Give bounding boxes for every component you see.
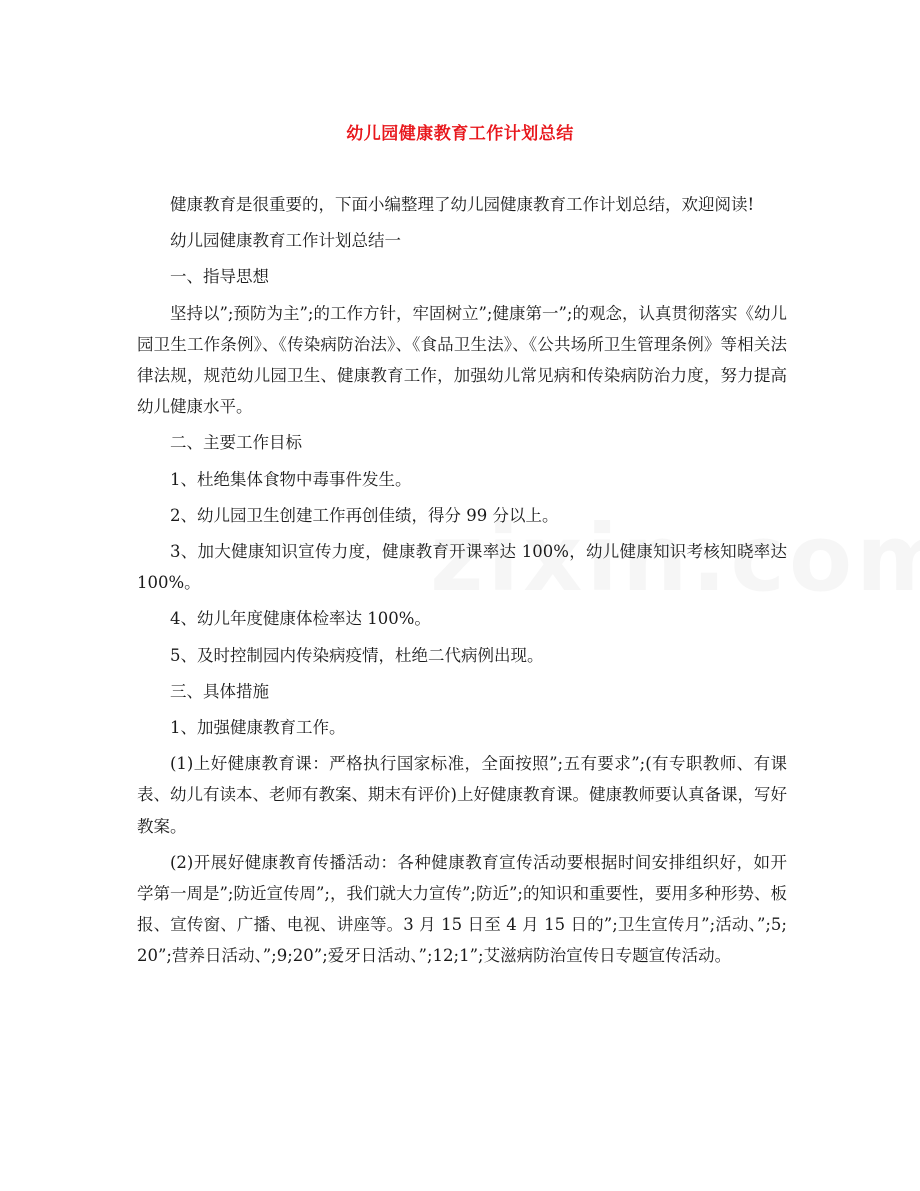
list-item: 1、杜绝集体食物中毒事件发生。 xyxy=(170,469,412,489)
section-heading: 幼儿园健康教育工作计划总结一 xyxy=(170,231,401,251)
document-body xyxy=(137,189,787,977)
paragraph: (1)上好健康教育课：严格执行国家标准，全面按照”;五有要求”;(有专职教师、有课表、幼儿有读本、老师有教案、期末有评价)上好健康教育课。健康教师要认真备课，写好教案。 xyxy=(137,754,787,836)
document-title: 幼儿园健康教育工作计划总结 xyxy=(346,124,574,144)
paragraph: 坚持以”;预防为主”;的工作方针，牢固树立”;健康第一”;的观念，认真贯彻落实《幼儿园卫生工作条例》、《传染病防治法》、《食品卫生法》、《公共场所卫生管理条例》等相关法律法规，规范幼儿园卫生、健康教育工作，加强幼儿常见病和传染病防治力度，努力提高幼儿健康水平。 xyxy=(137,303,787,417)
list-item: 3、加大健康知识宣传力度，健康教育开课率达 100%，幼儿健康知识考核知晓率达 100%。 xyxy=(137,542,787,593)
list-item: 5、及时控制园内传染病疫情，杜绝二代病例出现。 xyxy=(170,645,544,665)
paragraph-intro: 健康教育是很重要的，下面小编整理了幼儿园健康教育工作计划总结，欢迎阅读! xyxy=(170,195,755,214)
list-item: 2、幼儿园卫生创建工作再创佳绩，得分 99 分以上。 xyxy=(170,505,559,525)
paragraph: (2)开展好健康教育传播活动：各种健康教育宣传活动要根据时间安排组织好，如开学第一周是”;防近宣传周”;，我们就大力宣传”;防近”;的知识和重要性，要用多种形势、板报、宣传窗、广播、电视、讲座等。3 月 15 日至 4 月 15 日的”;卫生宣传月”;活动、”;5;20”;营养日活动、”;9;20”;爱牙日活动、”;12;1”;艾滋病防治宣传日专题宣传活动。 xyxy=(137,852,787,966)
subsection-heading: 三、具体措施 xyxy=(170,681,269,701)
list-item: 4、幼儿年度健康体检率达 100%。 xyxy=(170,609,431,629)
list-item: 1、加强健康教育工作。 xyxy=(170,718,346,738)
subsection-heading: 二、主要工作目标 xyxy=(170,433,302,453)
subsection-heading: 一、指导思想 xyxy=(170,267,269,287)
